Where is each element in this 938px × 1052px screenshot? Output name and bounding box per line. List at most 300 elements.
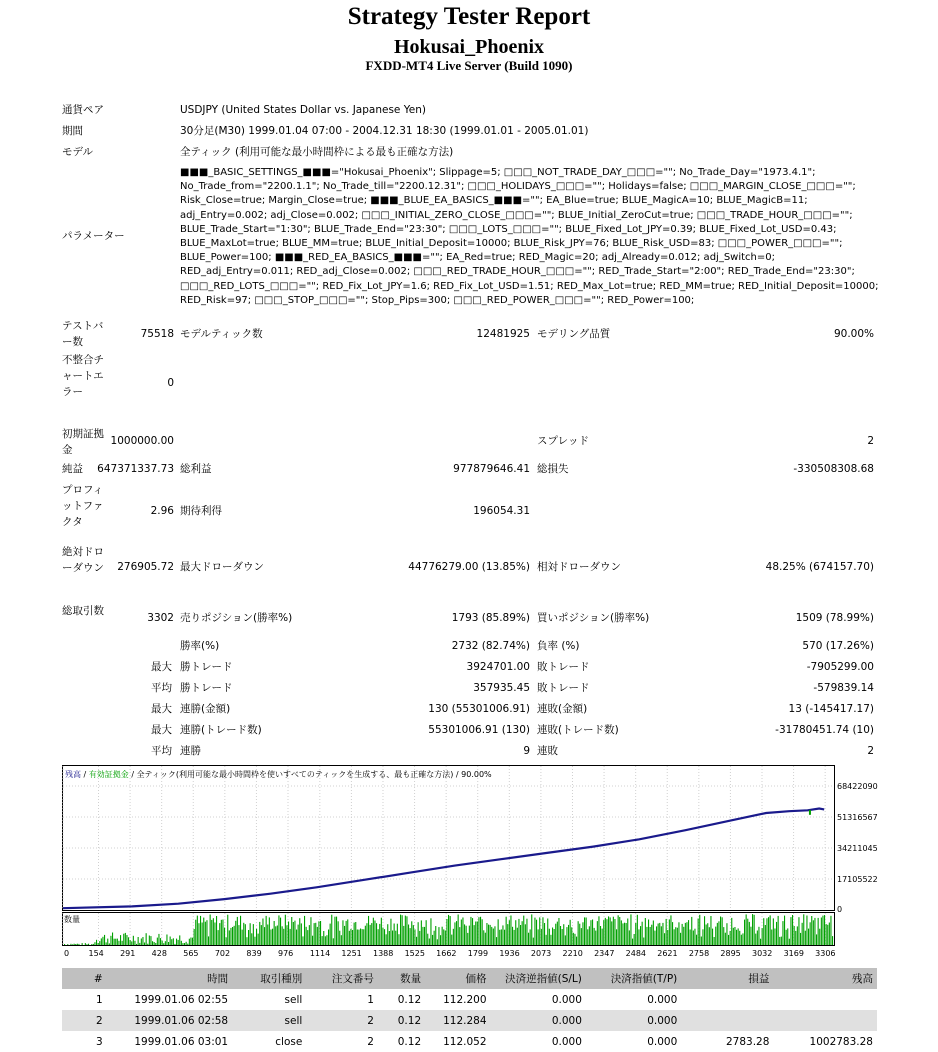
volume-bar (491, 927, 492, 945)
volume-bar (128, 937, 129, 945)
volume-bar (115, 939, 116, 945)
volume-bar (728, 935, 729, 945)
volume-bar (507, 924, 508, 945)
volume-bar (826, 924, 827, 945)
volume-bar (275, 926, 276, 945)
volume-bar (627, 919, 628, 946)
volume-bar (237, 917, 238, 945)
volume-bar (779, 937, 780, 945)
volume-bar (786, 930, 787, 945)
volume-bar (736, 930, 737, 945)
volume-bar (186, 942, 187, 945)
volume-bar (398, 934, 399, 945)
volume-bar (312, 936, 313, 945)
volume-bar (208, 936, 209, 945)
volume-bar (163, 943, 164, 945)
volume-bar (520, 925, 521, 945)
volume-bar (821, 918, 822, 946)
trade-cell (681, 989, 773, 1010)
volume-bar (184, 943, 185, 945)
avg-profit-value: 357935.45 (473, 682, 530, 694)
trade-cell: 0.000 (551, 993, 582, 1006)
volume-bar (126, 935, 127, 945)
volume-bar (166, 935, 167, 946)
win-value: 2732 (82.74%) (451, 640, 530, 652)
volume-bar (678, 922, 679, 945)
volume-bar (707, 923, 708, 945)
x-tick-label: 1388 (372, 949, 394, 958)
ticks-label: モデルティック数 (180, 328, 263, 340)
volume-bar (555, 924, 556, 945)
volume-bar (96, 940, 97, 945)
volume-bar (643, 938, 644, 946)
expected-label: 期待利得 (180, 505, 222, 517)
symbol-value: USDJPY (United States Dollar vs. Japanese Yen) (180, 104, 426, 116)
table-row (62, 989, 877, 1010)
long-label: 買いポジション(勝率%) (537, 612, 650, 624)
volume-bar (557, 922, 558, 945)
volume-bar (485, 933, 486, 945)
x-tick-label: 2347 (594, 949, 615, 958)
max-word: 最大 (151, 724, 172, 736)
volume-bar (541, 929, 542, 945)
volume-bar (269, 917, 270, 945)
volume-bar (538, 929, 539, 945)
trade-cell (681, 1010, 773, 1031)
volume-bar (197, 916, 198, 945)
volume-bar (659, 923, 660, 945)
volume-bar (645, 918, 646, 945)
volume-bar (653, 921, 654, 946)
volume-bar (822, 916, 823, 945)
volume-bar (611, 921, 612, 945)
quality-value: 90.00% (833, 328, 874, 340)
x-tick-label: 154 (88, 949, 104, 958)
volume-bar (474, 925, 475, 945)
volume-bar (157, 938, 158, 945)
volume-bar (363, 929, 364, 945)
volume-bar (515, 920, 516, 945)
volume-bar (542, 917, 543, 945)
volume-bar (706, 925, 707, 946)
model-value: 全ティック (利用可能な最小時間枠による最も正確な方法) (180, 146, 454, 158)
volume-bar (419, 931, 420, 945)
volume-bar (264, 927, 265, 945)
volume-bar (675, 927, 676, 945)
volume-bar (806, 916, 807, 946)
volume-bar (160, 938, 161, 945)
largest-profit-label: 勝トレード (180, 661, 233, 673)
volume-bar (600, 926, 601, 945)
volume-bar (368, 916, 369, 945)
max-consec-wins-value: 130 (55301006.91) (428, 703, 530, 715)
volume-bar (792, 915, 793, 945)
volume-bar (442, 927, 443, 945)
volume-bar (266, 916, 267, 945)
max-consec-loss-label: 連敗(トレード数) (537, 724, 619, 736)
volume-bar (219, 923, 220, 945)
volume-bar (123, 934, 124, 945)
report-title: Strategy Tester Report (347, 3, 591, 30)
volume-bar (658, 924, 659, 946)
volume-bar (634, 934, 635, 945)
volume-bar (78, 944, 79, 945)
volume-bar (416, 937, 417, 945)
trade-cell: 0.12 (378, 1010, 425, 1031)
volume-bar (333, 938, 334, 945)
volume-bar (560, 926, 561, 945)
volume-bar (238, 925, 239, 945)
volume-bar (680, 933, 681, 945)
volume-bar (698, 919, 699, 946)
volume-bar (414, 929, 415, 945)
trade-cell: 1999.01.06 02:55 (134, 993, 229, 1006)
model-label: モデル (62, 146, 93, 158)
volume-bar (155, 943, 156, 945)
volume-bar (285, 915, 286, 945)
volume-bar (531, 914, 532, 945)
volume-bar (622, 923, 623, 945)
volume-bar (731, 918, 732, 945)
volume-bar (211, 920, 212, 945)
gross-profit-value: 977879646.41 (453, 463, 530, 475)
volume-bar (603, 920, 604, 945)
trade-cell (773, 989, 877, 1010)
volume-bar (477, 922, 478, 946)
volume-bar (298, 925, 299, 945)
volume-bar (142, 937, 143, 945)
trade-cell: 0.000 (491, 1010, 586, 1031)
volume-bar (373, 918, 374, 945)
avg-word: 平均 (151, 682, 172, 694)
volume-bar (766, 918, 767, 945)
gross-profit-label: 総利益 (180, 463, 212, 475)
volume-bar (592, 920, 593, 946)
volume-bar (750, 927, 751, 945)
volume-bar (314, 923, 315, 945)
volume-bar (688, 920, 689, 945)
trade-cell: 1 (367, 993, 374, 1006)
volume-bar (720, 917, 721, 946)
volume-bar (499, 930, 500, 945)
volume-bar (307, 930, 308, 945)
volume-bar (624, 923, 625, 945)
volume-bar (778, 916, 779, 945)
volume-bar (800, 933, 801, 945)
max-consec-losses-value: 13 (-145417.17) (788, 703, 874, 715)
volume-bar (459, 927, 460, 945)
volume-bar (550, 935, 551, 945)
volume-bar (429, 939, 430, 946)
volume-bar (712, 929, 713, 945)
volume-bar (544, 923, 545, 945)
volume-bar (232, 927, 233, 945)
volume-bar (618, 915, 619, 945)
volume-bar (179, 935, 180, 945)
volume-bar (563, 924, 564, 945)
volume-bar (282, 926, 283, 945)
x-tick-label: 1525 (404, 949, 425, 958)
volume-bar (467, 933, 468, 945)
volume-bar (242, 930, 243, 945)
loss-value: 570 (17.26%) (802, 640, 874, 652)
volume-bar (582, 922, 583, 945)
volume-bar (525, 924, 526, 945)
trades-col-header: # (62, 968, 107, 989)
volume-bar (301, 923, 302, 945)
volume-bar (214, 923, 215, 946)
short-value: 1793 (85.89%) (451, 612, 530, 624)
max-word: 最大 (151, 703, 172, 715)
volume-bar (450, 916, 451, 945)
volume-bar (310, 917, 311, 945)
volume-bar (334, 917, 335, 945)
volume-bar (200, 916, 201, 945)
volume-bar (510, 916, 511, 946)
trade-cell: 1999.01.06 03:01 (134, 1035, 229, 1048)
deposit-label: 初期証拠金 (62, 428, 104, 456)
volume-bar (571, 927, 572, 945)
trades-header-row (62, 968, 877, 989)
volume-bar (118, 941, 119, 945)
volume-bar (702, 929, 703, 945)
volume-bar (304, 916, 305, 945)
volume-bar (240, 916, 241, 945)
volume-bar (464, 924, 465, 945)
x-tick-label: 2484 (625, 949, 647, 958)
volume-bar (794, 926, 795, 945)
volume-bar (717, 923, 718, 945)
volume-bar (770, 915, 771, 945)
volume-bar (70, 944, 71, 945)
volume-bar (406, 916, 407, 945)
trade-cell: 1002783.28 (809, 1035, 873, 1048)
volume-bar (437, 939, 438, 945)
volume-bar (392, 931, 393, 946)
volume-bar (432, 935, 433, 945)
trades-col-header: 時間 (107, 968, 232, 989)
volume-bar (210, 915, 211, 946)
trades-col-header: 決済逆指値(S/L) (491, 968, 586, 989)
trade-cell: 3 (96, 1035, 103, 1048)
volume-bar (470, 917, 471, 945)
volume-bar (246, 937, 247, 945)
volume-bar (317, 927, 318, 945)
volume-bar (190, 938, 191, 946)
volume-bar (355, 922, 356, 945)
volume-bar (202, 923, 203, 946)
volume-bar (394, 924, 395, 946)
volume-bar (403, 926, 404, 945)
volume-bar (803, 914, 804, 945)
loss-label: 負率 (%) (537, 640, 580, 652)
volume-bar (203, 918, 204, 945)
volume-bar (502, 925, 503, 945)
volume-bar (94, 942, 95, 945)
volume-bar (117, 939, 118, 945)
volume-bar (453, 929, 454, 945)
volume-bar (638, 929, 639, 945)
volume-bar (224, 928, 225, 945)
volume-bar (387, 924, 388, 945)
x-tick-label: 2073 (530, 949, 552, 958)
x-tick-label: 976 (278, 949, 294, 958)
volume-bar (342, 920, 343, 945)
legend-balance: 残高 (65, 770, 81, 779)
main-plot-frame (63, 766, 835, 911)
volume-bar (739, 931, 740, 945)
volume-bar (106, 942, 107, 945)
volume-bar (483, 930, 484, 945)
volume-bar (133, 936, 134, 945)
volume-bar (530, 929, 531, 945)
volume-bar (784, 916, 785, 945)
volume-bar (430, 918, 431, 945)
volume-bar (427, 934, 428, 945)
volume-bar (546, 935, 547, 945)
volume-bar (446, 919, 447, 945)
volume-bar (486, 923, 487, 945)
volume-bar (754, 915, 755, 945)
volume-bar (797, 926, 798, 945)
volume-bar (672, 922, 673, 945)
total-label: 総取引数 (62, 605, 104, 617)
volume-bar (813, 920, 814, 945)
volume-bar (443, 929, 444, 945)
x-tick-label: 1114 (309, 949, 331, 958)
volume-bar (762, 928, 763, 945)
volume-bar (629, 930, 630, 945)
volume-bar (379, 924, 380, 945)
volume-bar (421, 920, 422, 945)
volume-bar (382, 928, 383, 945)
volume-bar (64, 944, 65, 945)
volume-bar (827, 925, 828, 945)
net-label: 純益 (62, 463, 83, 475)
volume-bar (738, 928, 739, 945)
volume-bar (798, 917, 799, 945)
volume-bar (757, 931, 758, 946)
volume-bar (758, 927, 759, 945)
volume-bar (482, 919, 483, 945)
volume-bar (346, 921, 347, 945)
volume-bar (114, 939, 115, 945)
volume-bar (448, 915, 449, 945)
volume-bar (811, 916, 812, 945)
volume-bar (517, 928, 518, 945)
volume-bar (533, 938, 534, 945)
x-tick-label: 291 (120, 949, 136, 958)
volume-bar (400, 915, 401, 945)
volume-bar (726, 923, 727, 945)
volume-bar (272, 929, 273, 945)
volume-bar (664, 933, 665, 945)
volume-bar (330, 924, 331, 945)
volume-bar (829, 923, 830, 946)
volume-bar (691, 917, 692, 945)
trade-cell: 1999.01.06 02:58 (107, 1010, 232, 1031)
deposit-value: 1000000.00 (110, 435, 174, 447)
volume-bar (632, 939, 633, 945)
trade-cell: sell (232, 1010, 306, 1031)
volume-bar (418, 922, 419, 945)
volume-bar (341, 935, 342, 945)
volume-bar (554, 929, 555, 945)
avg-profit-label: 勝トレード (180, 682, 233, 694)
win-label: 勝率(%) (180, 640, 220, 652)
volume-bar (704, 916, 705, 945)
trades-col-header: 数量 (378, 968, 425, 989)
volume-bar (805, 931, 806, 945)
volume-bar (88, 944, 89, 945)
volume-bar (261, 925, 262, 945)
volume-bar (374, 921, 375, 946)
volume-bar (250, 923, 251, 945)
volume-bar (405, 916, 406, 945)
x-tick-label: 2210 (562, 949, 583, 958)
volume-bar (710, 916, 711, 945)
volume-bar (494, 926, 495, 945)
gross-loss-value: -330508308.68 (793, 463, 874, 475)
volume-bar (229, 930, 230, 945)
volume-bar (789, 939, 790, 945)
volume-bar (734, 927, 735, 945)
volume-bar (606, 919, 607, 945)
volume-bar (730, 931, 731, 945)
volume-bar (138, 937, 139, 945)
volume-bar (296, 930, 297, 946)
volume-bar (357, 930, 358, 946)
volume-bar (514, 930, 515, 945)
volume-bar (605, 918, 606, 945)
volume-bar (765, 925, 766, 945)
volume-bar (362, 929, 363, 945)
volume-bar (86, 944, 87, 945)
volume-bar (290, 929, 291, 945)
volume-bar (230, 928, 231, 945)
volume-bar (646, 927, 647, 945)
volume-bar (509, 920, 510, 945)
trades-col-header: 注文番号 (306, 968, 378, 989)
volume-bar (469, 926, 470, 945)
volume-bar (328, 930, 329, 946)
abs-dd-value: 276905.72 (117, 561, 174, 573)
volume-bar (352, 930, 353, 945)
volume-bar (602, 929, 603, 945)
volume-bar (818, 918, 819, 945)
volume-bar (426, 920, 427, 945)
volume-bar (454, 922, 455, 945)
volume-bar (309, 925, 310, 945)
max-dd-label: 最大ドローダウン (180, 561, 264, 573)
rel-dd-label: 相対ドローダウン (537, 561, 621, 573)
volume-bar (283, 929, 284, 945)
volume-bar (74, 944, 75, 945)
volume-bar (741, 935, 742, 945)
volume-bar (683, 927, 684, 945)
rel-dd-value: 48.25% (674157.70) (765, 561, 874, 573)
volume-bar (760, 939, 761, 945)
trade-cell: 0.000 (551, 1035, 582, 1048)
x-tick-label: 2895 (720, 949, 741, 958)
volume-bar (686, 922, 687, 945)
volume-bar (522, 921, 523, 945)
trade-cell: 0.000 (647, 1035, 678, 1048)
volume-bar (749, 922, 750, 945)
total-value: 3302 (147, 612, 174, 624)
volume-bar (570, 920, 571, 945)
volume-bar (347, 919, 348, 945)
